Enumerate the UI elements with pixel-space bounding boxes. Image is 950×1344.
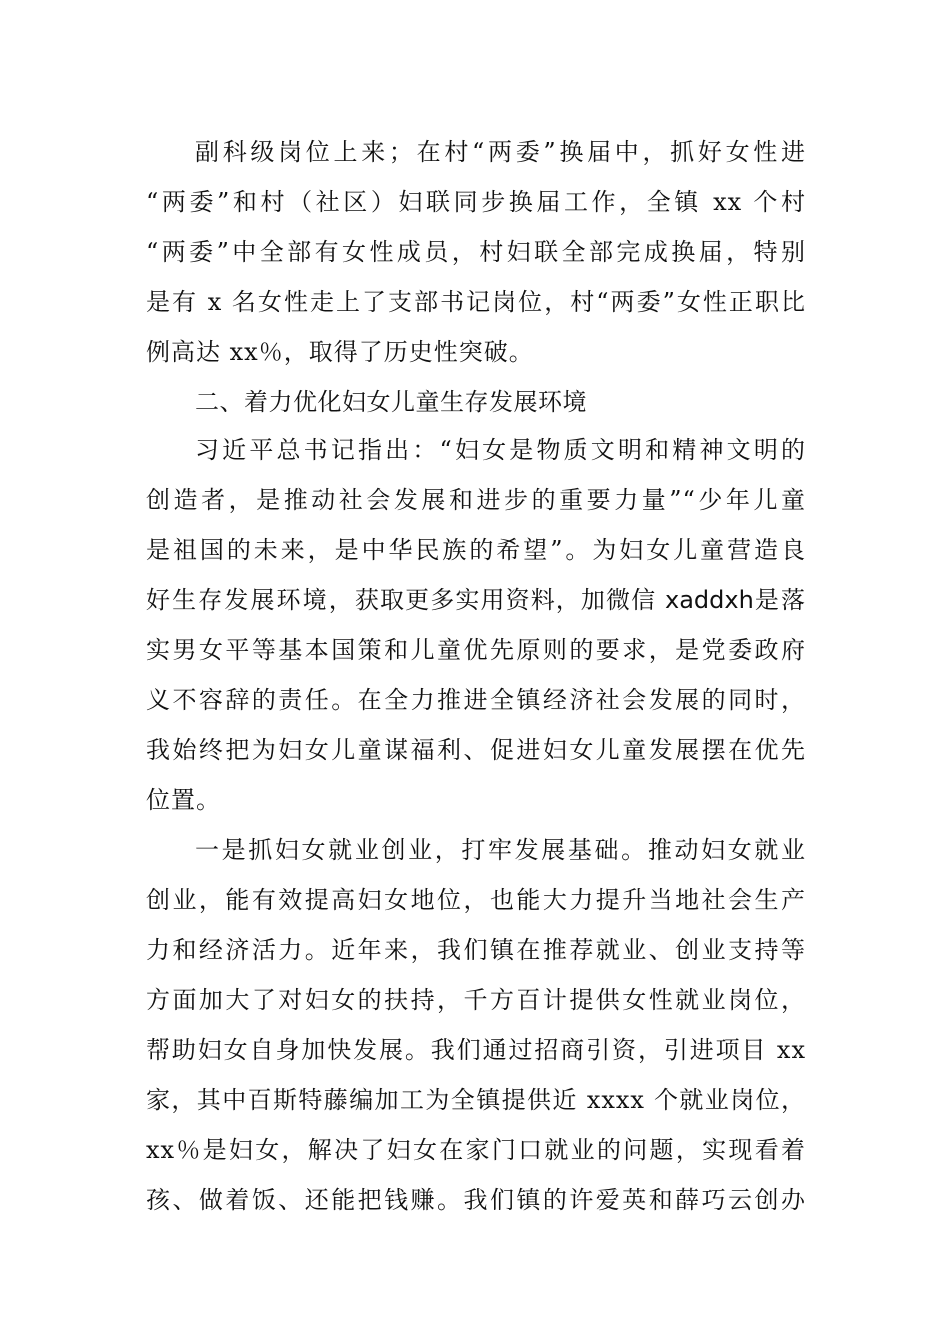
paragraph-2-line-3: 是祖国的未来，是中华民族的希望”。为妇女儿童营造良 bbox=[146, 536, 806, 564]
paragraph-2-line-1: 习近平总书记指出：“妇女是物质文明和精神文明的 bbox=[195, 436, 806, 464]
paragraph-3-line-7: xx％是妇女，解决了妇女在家门口就业的问题，实现看着 bbox=[146, 1136, 806, 1164]
paragraph-2-line-7: 我始终把为妇女儿童谋福利、促进妇女儿童发展摆在优先 bbox=[146, 736, 806, 764]
paragraph-2-line-8: 位置。 bbox=[146, 786, 221, 814]
paragraph-2-line-5: 实男女平等基本国策和儿童优先原则的要求，是党委政府 bbox=[146, 636, 806, 664]
inserted-promo-text: 获取更多实用资料，加微信 xaddxh bbox=[354, 586, 754, 614]
paragraph-3-line-8: 孩、做着饭、还能把钱赚。我们镇的许爱英和薛巧云创办 bbox=[146, 1186, 806, 1214]
paragraph-2-line-6: 义不容辞的责任。在全力推进全镇经济社会发展的同时， bbox=[146, 686, 806, 714]
section-heading: 二、着力优化妇女儿童生存发展环境 bbox=[195, 388, 587, 416]
paragraph-3-line-2: 创业，能有效提高妇女地位，也能大力提升当地社会生产 bbox=[146, 886, 806, 914]
paragraph-3-line-4: 方面加大了对妇女的扶持，千方百计提供女性就业岗位， bbox=[146, 986, 806, 1014]
paragraph-1-line-4: 是有 x 名女性走上了支部书记岗位，村“两委”女性正职比 bbox=[146, 288, 806, 316]
paragraph-1-line-3: “两委”中全部有女性成员，村妇联全部完成换届，特别 bbox=[146, 238, 806, 266]
paragraph-2-line-4-end: 是落 bbox=[753, 586, 807, 614]
paragraph-2-line-2: 创造者，是推动社会发展和进步的重要力量”“少年儿童 bbox=[146, 486, 806, 514]
paragraph-1-line-2: “两委”和村（社区）妇联同步换届工作，全镇 xx 个村 bbox=[146, 188, 806, 216]
paragraph-2-line-4 bbox=[146, 580, 806, 620]
paragraph-3-line-1: 一是抓妇女就业创业，打牢发展基础。推动妇女就业 bbox=[195, 836, 806, 864]
paragraph-3-line-5: 帮助妇女自身加快发展。我们通过招商引资，引进项目 xx bbox=[146, 1036, 806, 1064]
paragraph-3-line-3: 力和经济活力。近年来，我们镇在推荐就业、创业支持等 bbox=[146, 936, 806, 964]
paragraph-3-line-6: 家，其中百斯特藤编加工为全镇提供近 xxxx 个就业岗位， bbox=[146, 1086, 806, 1114]
paragraph-2-line-4-start: 好生存发展环境， bbox=[146, 586, 355, 614]
paragraph-1-line-5: 例高达 xx％，取得了历史性突破。 bbox=[146, 338, 534, 366]
paragraph-1-line-1: 副科级岗位上来；在村“两委”换届中，抓好女性进 bbox=[195, 138, 806, 166]
